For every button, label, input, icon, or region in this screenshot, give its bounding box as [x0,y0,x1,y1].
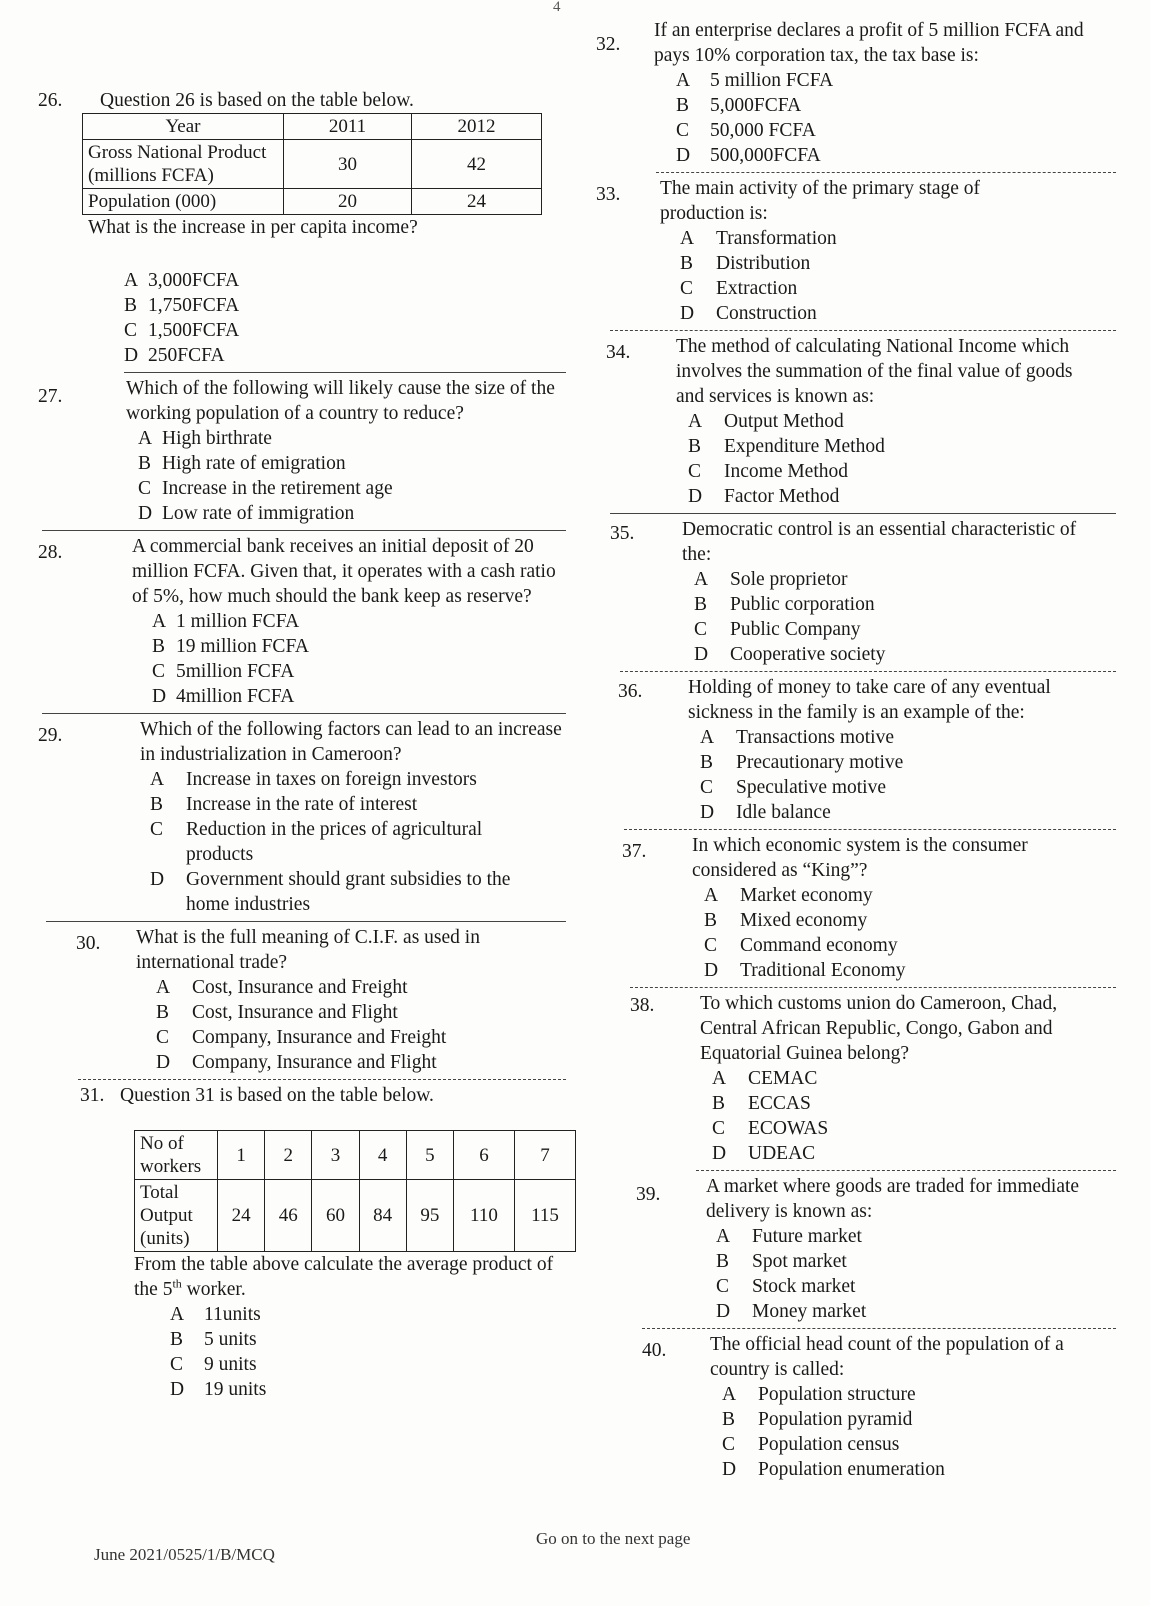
question-stem: Which of the following will likely cause the size of the working population of a country to reduce? [126,378,555,424]
table-cell: 30 [284,140,412,189]
table-row [83,114,542,140]
table-cell: 24 [218,1180,265,1252]
option-d: D Company, Insurance and Flight [156,1052,437,1073]
option-b: B Mixed economy [704,910,868,931]
table-cell: 46 [265,1180,312,1252]
options [700,725,1116,825]
option-a: A Output Method [688,411,844,432]
question-stem: If an enterprise declares a profit of 5 million FCFA and pays 10% corporation tax, the tax base is: [654,20,1084,66]
next-page-note: Go on to the next page [536,1529,691,1548]
option-d: D 4million FCFA [152,686,295,707]
table-cell: 95 [406,1180,453,1252]
question-stem: A market where goods are traded for immediate delivery is known as: [706,1176,1080,1222]
options [694,567,1116,667]
option-c: C Reduction in the prices of agricultural products [150,819,483,865]
option-b: B 5,000FCFA [676,95,802,116]
table-row [135,1131,576,1180]
option-d: D Money market [716,1301,867,1322]
option-a: A Cost, Insurance and Freight [156,977,408,998]
table-cell: 110 [453,1180,514,1252]
question-number: 36. [618,681,643,702]
option-d: D Low rate of immigration [138,503,355,524]
question-stem: The official head count of the population of a country is called: [710,1334,1064,1380]
option-c: C Public Company [694,619,861,640]
question-39 [596,1174,1116,1324]
option-a: A High birthrate [138,428,272,449]
divider [42,530,566,531]
question-36 [596,675,1116,825]
question-stem: Democratic control is an essential characteristic of the: [682,519,1077,565]
question-27 [38,376,566,526]
option-a: A Population structure [722,1384,916,1405]
question-34 [596,334,1116,509]
option-d: D Government should grant subsidies to the home industries [150,869,511,915]
option-c: C Increase in the retirement age [138,478,393,499]
option-a: A 5 million FCFA [676,70,834,91]
question-32 [596,18,1116,168]
divider [42,713,566,714]
question-follow-up: From the table above calculate the average product of the 5th worker. [134,1254,554,1300]
question-33 [596,176,1116,326]
option-b: B ECCAS [712,1093,811,1114]
divider [630,987,1116,988]
option-c: C Stock market [716,1276,856,1297]
table-cell: Year [83,114,284,140]
divider [620,671,1116,672]
option-c: C Extraction [680,278,798,299]
options [152,609,566,709]
options [124,268,566,368]
table-row [83,189,542,215]
option-b: B Distribution [680,253,811,274]
option-b: B Public corporation [694,594,875,615]
option-b: B 1,750FCFA [124,295,240,316]
option-d: D Cooperative society [694,644,886,665]
option-c: C Company, Insurance and Freight [156,1027,447,1048]
left-column [38,88,566,1402]
table-cell: 115 [514,1180,575,1252]
option-b: B High rate of emigration [138,453,346,474]
question-number: 35. [610,523,635,544]
table-cell: 42 [412,140,542,189]
question-number: 30. [76,933,101,954]
options [170,1302,566,1402]
table-cell: Population (000) [83,189,284,215]
option-c: C 5million FCFA [152,661,295,682]
question-stem: The method of calculating National Income which involves the summation of the final value of goods and services is known as: [676,336,1073,407]
workers-output-table [134,1130,576,1252]
option-c: C 50,000 FCFA [676,120,816,141]
table-cell: 60 [312,1180,359,1252]
option-a: A Transactions motive [700,727,894,748]
option-a: A Market economy [704,885,873,906]
table-row [83,140,542,189]
page-number: 4 [553,0,561,15]
option-c: C Population census [722,1434,900,1455]
option-b: B Expenditure Method [688,436,885,457]
option-a: A 11units [170,1304,261,1325]
divider [624,829,1116,830]
option-d: D 250FCFA [124,345,225,366]
question-number: 27. [38,386,63,407]
options [704,883,1116,983]
question-stem: To which customs union do Cameroon, Chad, Central African Republic, Congo, Gabon and Equatorial Guinea belong? [700,993,1058,1064]
right-column [596,18,1116,1482]
options [688,409,1116,509]
table-cell: 2 [265,1131,312,1180]
question-31 [38,1083,566,1402]
option-d: D Construction [680,303,817,324]
option-b: B Population pyramid [722,1409,913,1430]
options [716,1224,1116,1324]
divider [642,1328,1116,1329]
question-26 [38,88,566,368]
question-stem: The main activity of the primary stage of production is: [660,178,981,224]
option-d: D Factor Method [688,486,840,507]
question-number: 33. [596,184,621,205]
divider [124,372,566,373]
divider [696,1170,1116,1171]
question-number: 38. [630,995,655,1016]
option-c: C ECOWAS [712,1118,829,1139]
table-cell: 5 [406,1131,453,1180]
option-c: C Speculative motive [700,777,887,798]
question-28 [38,534,566,709]
question-number: 34. [606,342,631,363]
options [712,1066,1116,1166]
options [680,226,1116,326]
divider [78,1079,566,1080]
divider [656,172,1116,173]
option-d: D Idle balance [700,802,831,823]
question-stem: Question 26 is based on the table below. [100,90,414,111]
question-number: 39. [636,1184,661,1205]
question-stem: Which of the following factors can lead to an increase in industrialization in Cameroon? [140,719,562,765]
question-follow-up: What is the increase in per capita income? [88,217,418,238]
option-d: D Population enumeration [722,1459,945,1480]
option-a: A Sole proprietor [694,569,848,590]
table-cell: 84 [359,1180,406,1252]
question-stem: Holding of money to take care of any eventual sickness in the family is an example of the: [688,677,1051,723]
option-b: B 5 units [170,1329,257,1350]
option-d: D 19 units [170,1379,267,1400]
table-row [135,1180,576,1252]
question-number: 37. [622,841,647,862]
question-stem: A commercial bank receives an initial deposit of 20 million FCFA. Given that, it operates with a cash ratio of 5%, how much should the bank keep as reserve? [132,536,556,607]
gnp-population-table [82,113,542,215]
option-d: D 500,000FCFA [676,145,821,166]
option-d: D Traditional Economy [704,960,906,981]
table-cell: No of workers [135,1131,218,1180]
option-b: B Cost, Insurance and Flight [156,1002,398,1023]
option-c: C Income Method [688,461,849,482]
option-a: A Increase in taxes on foreign investors [150,769,477,790]
question-number: 26. [38,90,63,111]
question-number: 28. [38,542,63,563]
question-stem: In which economic system is the consumer considered as “King”? [692,835,1028,881]
option-a: A 1 million FCFA [152,611,300,632]
question-stem: Question 31 is based on the table below. [120,1085,434,1106]
options [138,426,566,526]
question-37 [596,833,1116,983]
divider [46,921,566,922]
table-cell: Gross National Product (millions FCFA) [83,140,284,189]
options [150,767,530,917]
option-a: A Transformation [680,228,837,249]
option-a: A 3,000FCFA [124,270,240,291]
divider [610,513,1116,514]
option-b: B 19 million FCFA [152,636,309,657]
table-cell: 3 [312,1131,359,1180]
option-c: C 1,500FCFA [124,320,240,341]
question-29 [38,717,566,917]
option-b: B Spot market [716,1251,847,1272]
option-c: C 9 units [170,1354,257,1375]
table-cell: Total Output (units) [135,1180,218,1252]
option-b: B Precautionary motive [700,752,904,773]
exam-code: June 2021/0525/1/B/MCQ [94,1545,275,1564]
option-d: D UDEAC [712,1143,816,1164]
question-38 [596,991,1116,1166]
table-cell: 20 [284,189,412,215]
table-cell: 6 [453,1131,514,1180]
option-a: A Future market [716,1226,862,1247]
question-40 [596,1332,1116,1482]
option-b: B Increase in the rate of interest [150,794,418,815]
question-35 [596,517,1116,667]
option-c: C Command economy [704,935,898,956]
question-number: 29. [38,725,63,746]
table-cell: 2012 [412,114,542,140]
question-stem: What is the full meaning of C.I.F. as used in international trade? [136,927,480,973]
question-number: 31. [80,1085,105,1106]
option-a: A CEMAC [712,1068,818,1089]
table-cell: 24 [412,189,542,215]
divider [610,330,1116,331]
table-cell: 4 [359,1131,406,1180]
question-number: 40. [642,1340,667,1361]
options [722,1382,1116,1482]
question-30 [38,925,566,1075]
table-cell: 7 [514,1131,575,1180]
table-cell: 2011 [284,114,412,140]
question-number: 32. [596,34,621,55]
options [156,975,566,1075]
table-cell: 1 [218,1131,265,1180]
options [676,68,1116,168]
